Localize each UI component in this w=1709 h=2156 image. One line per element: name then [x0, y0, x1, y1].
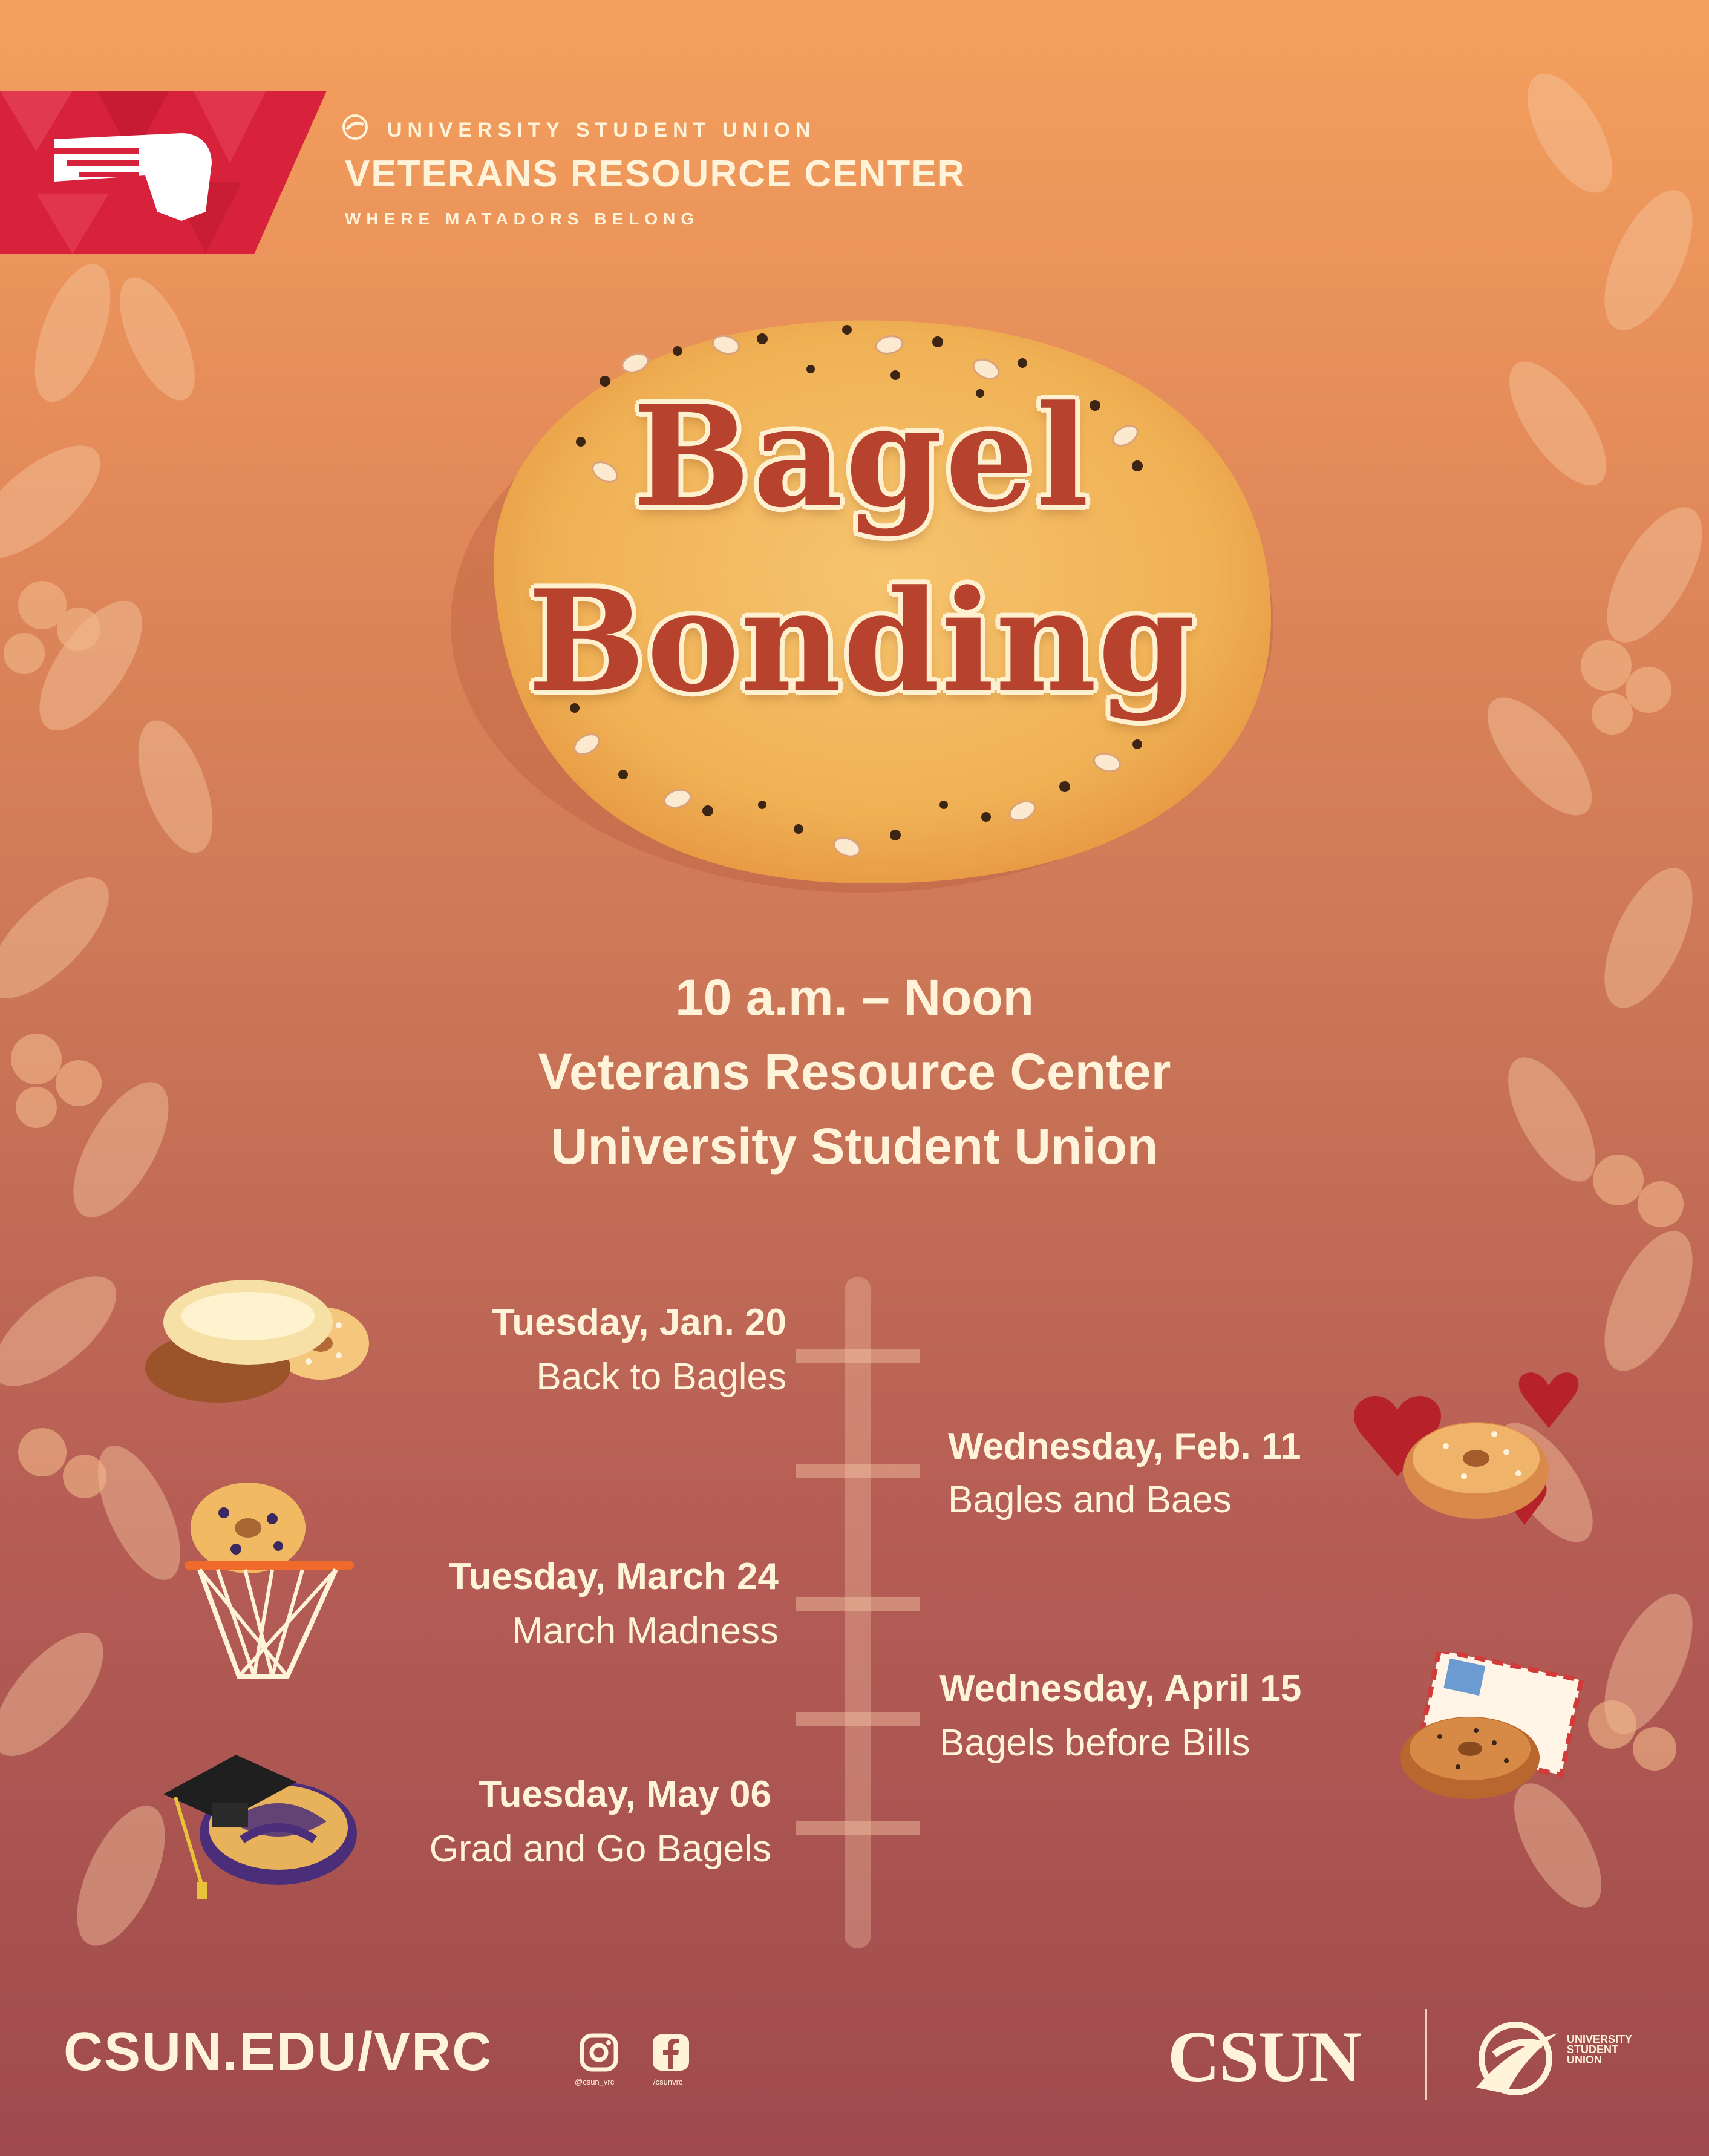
event-4-date: Wednesday, April 15	[939, 1668, 1302, 1709]
bagel-basketball-hoop-icon	[181, 1476, 357, 1682]
bagel-hearts-icon	[1325, 1361, 1603, 1543]
csun-logo: CSUN	[1168, 2016, 1361, 2097]
event-4-name: Bagels before Bills	[939, 1722, 1250, 1764]
website-url[interactable]: CSUN.EDU/VRC	[64, 2022, 493, 2082]
event-2-date: Wednesday, Feb. 11	[948, 1426, 1301, 1467]
event-5-name: Grad and Go Bagels	[429, 1828, 771, 1870]
bagel-stack-icon	[139, 1265, 369, 1404]
event-3-name: March Madness	[511, 1610, 779, 1652]
facebook-handle: /csunvrc	[653, 2077, 683, 2086]
footer-divider	[1425, 2009, 1427, 2100]
instagram-icon[interactable]	[580, 2033, 618, 2072]
timeline-track	[786, 1277, 932, 1948]
facebook-icon[interactable]	[652, 2033, 690, 2072]
title-line-2: Bonding	[528, 560, 1197, 723]
center-name: VETERANS RESOURCE CENTER	[345, 153, 966, 195]
org-line: UNIVERSITY STUDENT UNION	[387, 119, 816, 142]
event-time: 10 a.m. – Noon	[675, 969, 1034, 1026]
usu-swoosh-icon	[342, 114, 368, 140]
event-5-date: Tuesday, May 06	[479, 1774, 771, 1815]
event-3-date: Tuesday, March 24	[448, 1556, 779, 1597]
title-line-1: Bagel	[633, 375, 1091, 539]
usu-logo-text: UNIVERSITY STUDENT UNION	[1567, 2033, 1632, 2066]
bagel-grad-cap-icon	[163, 1749, 363, 1900]
event-1-date: Tuesday, Jan. 20	[491, 1302, 786, 1343]
instagram-handle: @csun_vrc	[575, 2077, 615, 2086]
event-place: Veterans Resource Center	[538, 1043, 1171, 1100]
event-2-name: Bagles and Baes	[948, 1479, 1232, 1521]
event-1-name: Back to Bagles	[536, 1356, 786, 1398]
hero-bagel	[423, 284, 1301, 920]
matador-logo	[0, 91, 327, 254]
tagline: WHERE MATADORS BELONG	[345, 209, 700, 228]
bagel-envelope-icon	[1391, 1652, 1585, 1803]
usu-logo-icon	[1470, 2021, 1561, 2100]
event-venue: University Student Union	[551, 1118, 1158, 1175]
